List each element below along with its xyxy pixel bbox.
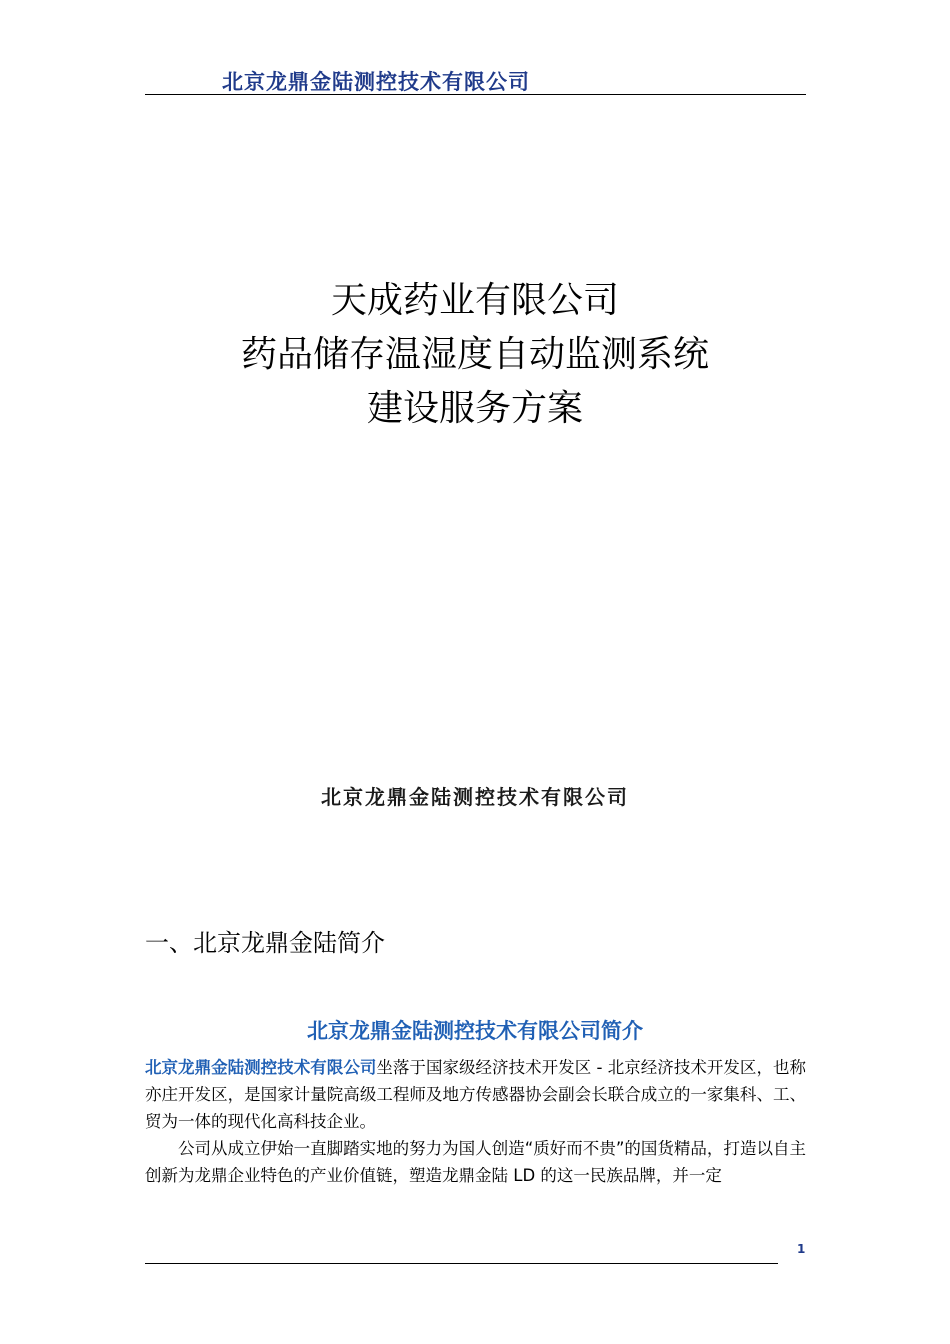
document-title bbox=[0, 274, 950, 436]
section-subheading: 北京龙鼎金陆测控技术有限公司简介 bbox=[307, 1019, 643, 1043]
title-line-3: 建设服务方案 bbox=[366, 388, 583, 429]
page-number: 1 bbox=[797, 1242, 806, 1256]
title-line-1: 天成药业有限公司 bbox=[330, 280, 619, 321]
paragraph-1-lead: 北京龙鼎金陆测控技术有限公司 bbox=[145, 1058, 377, 1077]
section-heading: 一、北京龙鼎金陆简介 bbox=[145, 929, 385, 957]
footer-divider bbox=[145, 1263, 778, 1264]
section-body bbox=[145, 1054, 806, 1189]
paragraph-1-rest: 坐落于国家级经济技术开发区 - 北京经济技术开发区，也称亦庄开发区，是国家计量院高级工程师及地方传感器协会副会长联合成立的一家集科、工、贸为一体的现代化高科技企业。 bbox=[145, 1058, 806, 1131]
title-line-2: 药品储存温湿度自动监测系统 bbox=[240, 334, 709, 375]
paragraph-2: 公司从成立伊始一直脚踏实地的努力为国人创造“质好而不贵”的国货精品，打造以自主创新为龙鼎企业特色的产业价值链，塑造龙鼎金陆 LD 的这一民族品牌，并一定 bbox=[145, 1139, 806, 1185]
company-signature: 北京龙鼎金陆测控技术有限公司 bbox=[321, 785, 629, 809]
header-divider bbox=[145, 94, 806, 95]
paragraph-1 bbox=[145, 1054, 806, 1135]
header-company-name: 北京龙鼎金陆测控技术有限公司 bbox=[222, 69, 530, 94]
